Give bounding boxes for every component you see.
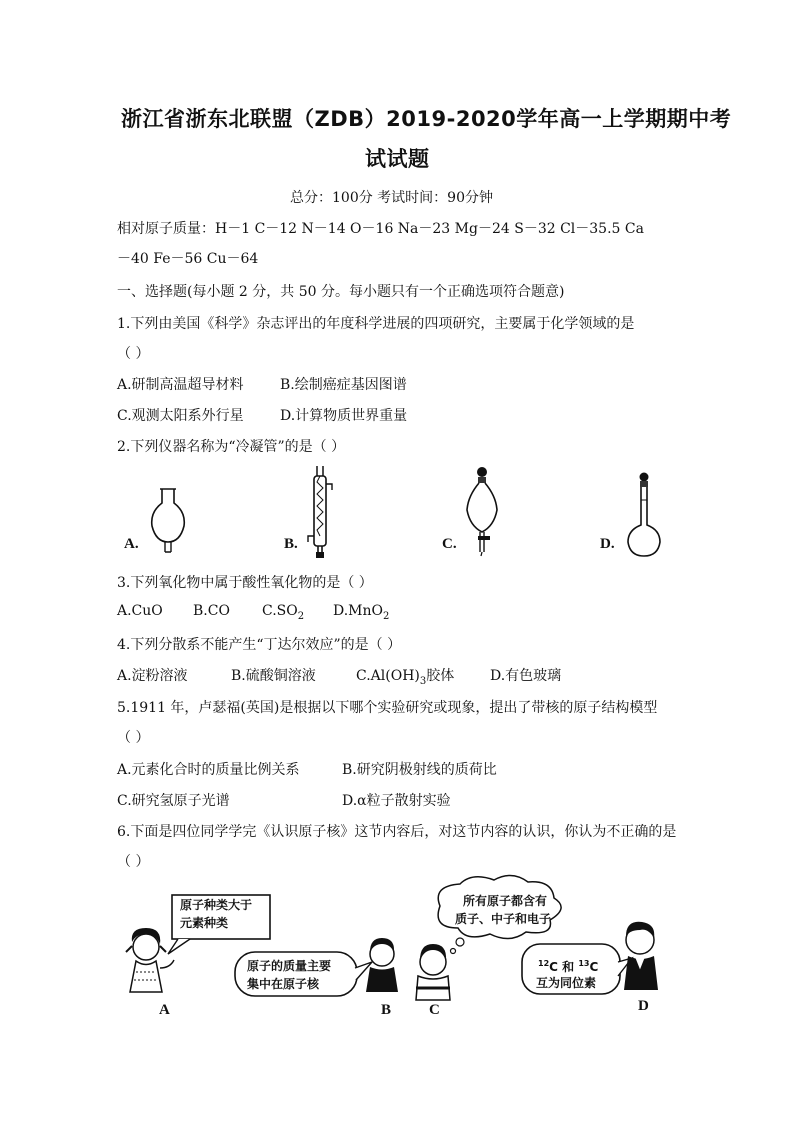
q3-option-c-sub: 2	[297, 610, 305, 622]
q5-option-b: B.研究阴极射线的质荷比	[342, 762, 497, 778]
bubble-a-line1: 原子种类大于	[180, 898, 253, 912]
bubble-b-line1: 原子的质量主要	[247, 959, 332, 973]
q2-label-b: B.	[284, 536, 298, 552]
q1-option-a: A.研制高温超导材料	[117, 377, 244, 393]
q3-option-c-text: C.SO	[262, 603, 298, 619]
q4-option-c-text: C.Al(OH)	[356, 668, 420, 684]
q5-option-c: C.研究氢原子光谱	[117, 793, 230, 809]
q4-stem: 4.下列分散系不能产生“丁达尔效应”的是（ ）	[117, 637, 402, 653]
q4-option-d: D.有色玻璃	[490, 668, 562, 684]
bubble-d-sup1: 12	[538, 959, 550, 968]
page-title-line2: 试试题	[365, 147, 430, 171]
atomic-mass-line1: 相对原子质量：H－1 C－12 N－14 O－16 Na－23 Mg－24 S－32 Cl－35.5 Ca	[117, 221, 644, 237]
q1-stem: 1.下列由美国《科学》杂志评出的年度科学进展的四项研究，主要属于化学领域的是	[117, 316, 635, 332]
q2-stem: 2.下列仪器名称为“冷凝管”的是（ ）	[117, 439, 346, 455]
q4-option-a: A.淀粉溶液	[117, 668, 188, 684]
q4-option-c	[356, 665, 454, 687]
q3-option-b: B.CO	[193, 603, 230, 619]
q3-option-c	[262, 603, 304, 622]
q1-option-b: B.绘制癌症基因图谱	[280, 377, 407, 393]
student-a-figure	[126, 928, 174, 992]
q6-stem: 6.下面是四位同学学完《认识原子核》这节内容后，对这节内容的认识，你认为不正确的是	[117, 824, 677, 840]
q6-blank: （ ）	[117, 854, 150, 870]
q3-option-d-text: D.MnO	[333, 603, 384, 619]
student-c-figure	[416, 944, 450, 1000]
q5-blank: （ ）	[117, 730, 150, 746]
student-d-figure	[624, 922, 658, 990]
q4-option-c-suffix: 胶体	[426, 668, 455, 684]
q5-option-a: A.元素化合时的质量比例关系	[117, 762, 300, 778]
page-title-line1: 浙江省浙东北联盟（ZDB）2019-2020学年高一上学期期中考	[121, 107, 732, 131]
q5-stem: 5.1911 年，卢瑟福(英国)是根据以下哪个实验研究或现象，提出了带核的原子结构模型	[117, 700, 658, 716]
q3-option-a: A.CuO	[117, 603, 163, 619]
separatory-funnel-figure	[462, 466, 502, 558]
bubble-b-line2: 集中在原子核	[247, 977, 320, 991]
q6-label-a: A	[159, 1002, 170, 1018]
bubble-d-line1	[538, 955, 598, 976]
volumetric-flask-figure	[622, 472, 666, 560]
q3-stem: 3.下列氧化物中属于酸性氧化物的是（ ）	[117, 575, 373, 591]
q1-blank: （ ）	[117, 346, 150, 362]
q6-label-b: B	[381, 1002, 392, 1018]
q3-option-d-sub: 2	[383, 610, 390, 622]
q6-label-c: C	[429, 1002, 440, 1018]
bubble-d-mid: C 和	[549, 960, 579, 974]
bubble-d-end: C	[589, 960, 599, 974]
q2-label-a: A.	[124, 536, 139, 552]
q1-option-c: C.观测太阳系外行星	[117, 408, 244, 424]
q2-label-c: C.	[442, 536, 457, 552]
bubble-d-sup2: 13	[578, 959, 590, 968]
q3-option-d	[333, 603, 389, 622]
exam-meta: 总分：100分 考试时间：90分钟	[290, 190, 493, 206]
q6-label-d: D	[638, 998, 649, 1014]
q4-option-b: B.硫酸铜溶液	[231, 668, 316, 684]
bubble-a-line2: 元素种类	[180, 916, 229, 930]
bubble-c-line2: 质子、中子和电子	[455, 912, 552, 926]
atomic-mass-line2: －40 Fe－56 Cu－64	[117, 251, 259, 267]
bubble-c-line1: 所有原子都含有	[463, 894, 548, 908]
q6-illustration	[110, 872, 670, 1022]
section-heading: 一、选择题(每小题 2 分，共 50 分。每小题只有一个正确选项符合题意)	[117, 284, 565, 300]
q2-label-d: D.	[600, 536, 615, 552]
bulb-flask-figure	[148, 486, 188, 556]
q1-option-d: D.计算物质世界重量	[280, 408, 408, 424]
q4-option-c-sub: 3	[419, 675, 427, 687]
q5-option-d: D.α粒子散射实验	[342, 793, 451, 809]
student-b-figure	[366, 938, 398, 992]
condenser-figure	[305, 464, 335, 560]
bubble-d-line2: 互为同位素	[536, 976, 597, 990]
